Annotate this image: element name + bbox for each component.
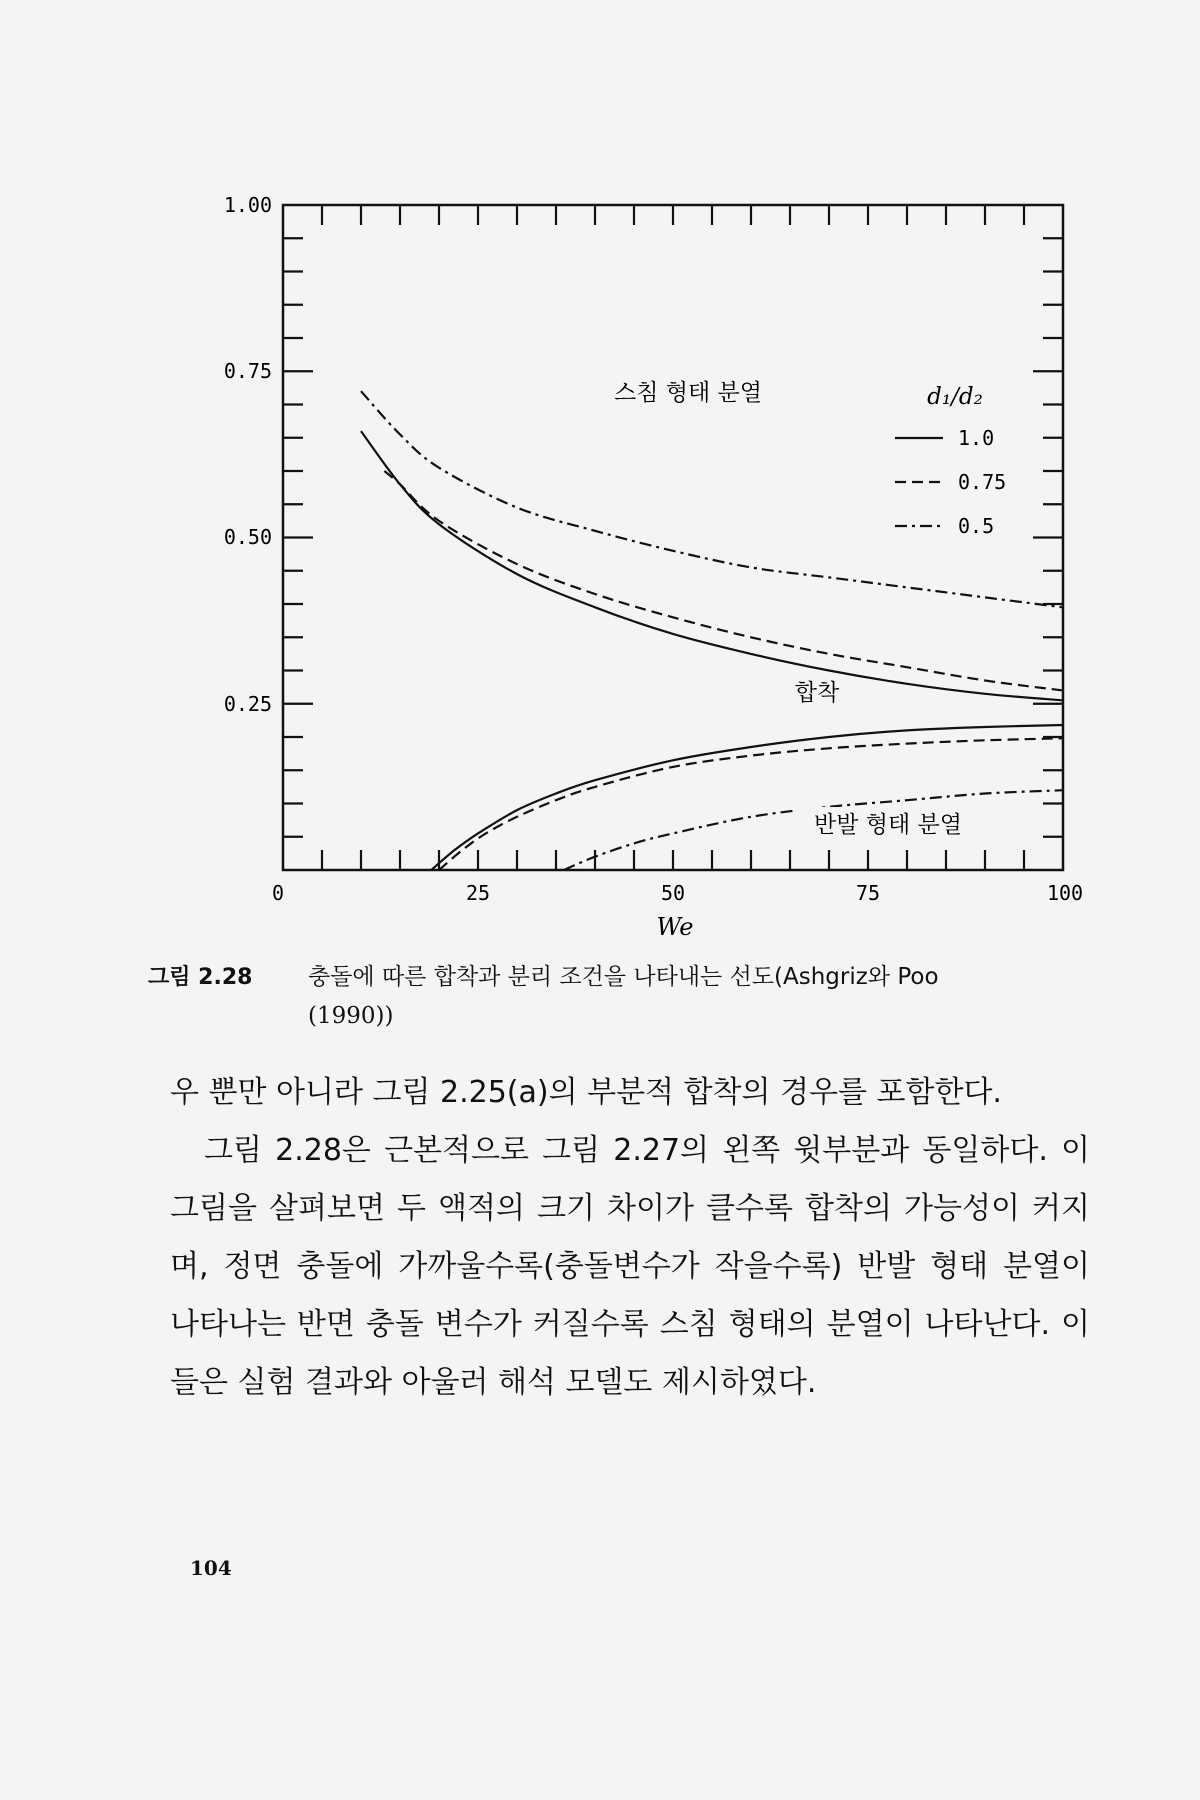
paragraph: 우 뿐만 아니라 그림 2.25(a)의 부분적 합착의 경우를 포함한다.	[170, 1075, 1002, 1110]
series-line-0_5-upper	[361, 391, 1063, 607]
series-lines	[361, 391, 1063, 870]
x-tick-label: 25	[465, 881, 491, 905]
legend-label: 0.5	[958, 514, 995, 538]
x-axis-label: We	[656, 913, 694, 941]
x-tick-label: 75	[855, 881, 881, 905]
y-tick-label: 0.50	[223, 525, 272, 549]
caption-citation: (1990))	[308, 1003, 394, 1029]
legend-label: 0.75	[958, 470, 1007, 494]
body-text	[170, 1064, 1090, 1412]
y-tick-label: 0.25	[223, 692, 272, 716]
figure-caption	[148, 958, 1108, 1035]
legend-label: 1.0	[958, 426, 995, 450]
y-tick-label: 0.75	[223, 359, 272, 383]
plot-frame	[283, 205, 1063, 870]
x-tick-label: 0	[271, 881, 285, 905]
legend-title: d₁/d₂	[927, 384, 983, 410]
figure-number: 그림 2.28	[148, 965, 253, 990]
reflexive-separation-label: 반발 형태 분열	[814, 812, 962, 838]
coalescence-label: 합착	[794, 680, 840, 706]
page-number: 104	[190, 1556, 232, 1580]
x-tick-label: 100	[1046, 881, 1084, 905]
stretching-separation-label: 스침 형태 분열	[614, 380, 762, 406]
series-line-0_75-upper	[384, 471, 1063, 691]
x-tick-label: 50	[660, 881, 686, 905]
series-line-1_0-lower	[431, 725, 1063, 870]
paragraph: 그림 2.28은 근본적으로 그림 2.27의 왼쪽 윗부분과 동일하다. 이 그림을 살펴보면 두 액적의 크기 차이가 클수록 합착의 가능성이 커지며, 정면 충돌에 가까울수록(충돌변수가 작을수록) 반발 형태 분열이 나타나는 반면 충돌 변수가 커질수록 스침 형태의 분열이 나타난다. 이들은 실험 결과와 아울러 해석 모델도 제시하였다.	[170, 1133, 1090, 1400]
caption-text: 충돌에 따른 합착과 분리 조건을 나타내는 선도(Ashgriz와 Poo	[308, 964, 939, 990]
y-tick-label: 1.00	[223, 193, 272, 217]
axis-ticks	[283, 205, 1063, 870]
legend	[895, 384, 1006, 538]
